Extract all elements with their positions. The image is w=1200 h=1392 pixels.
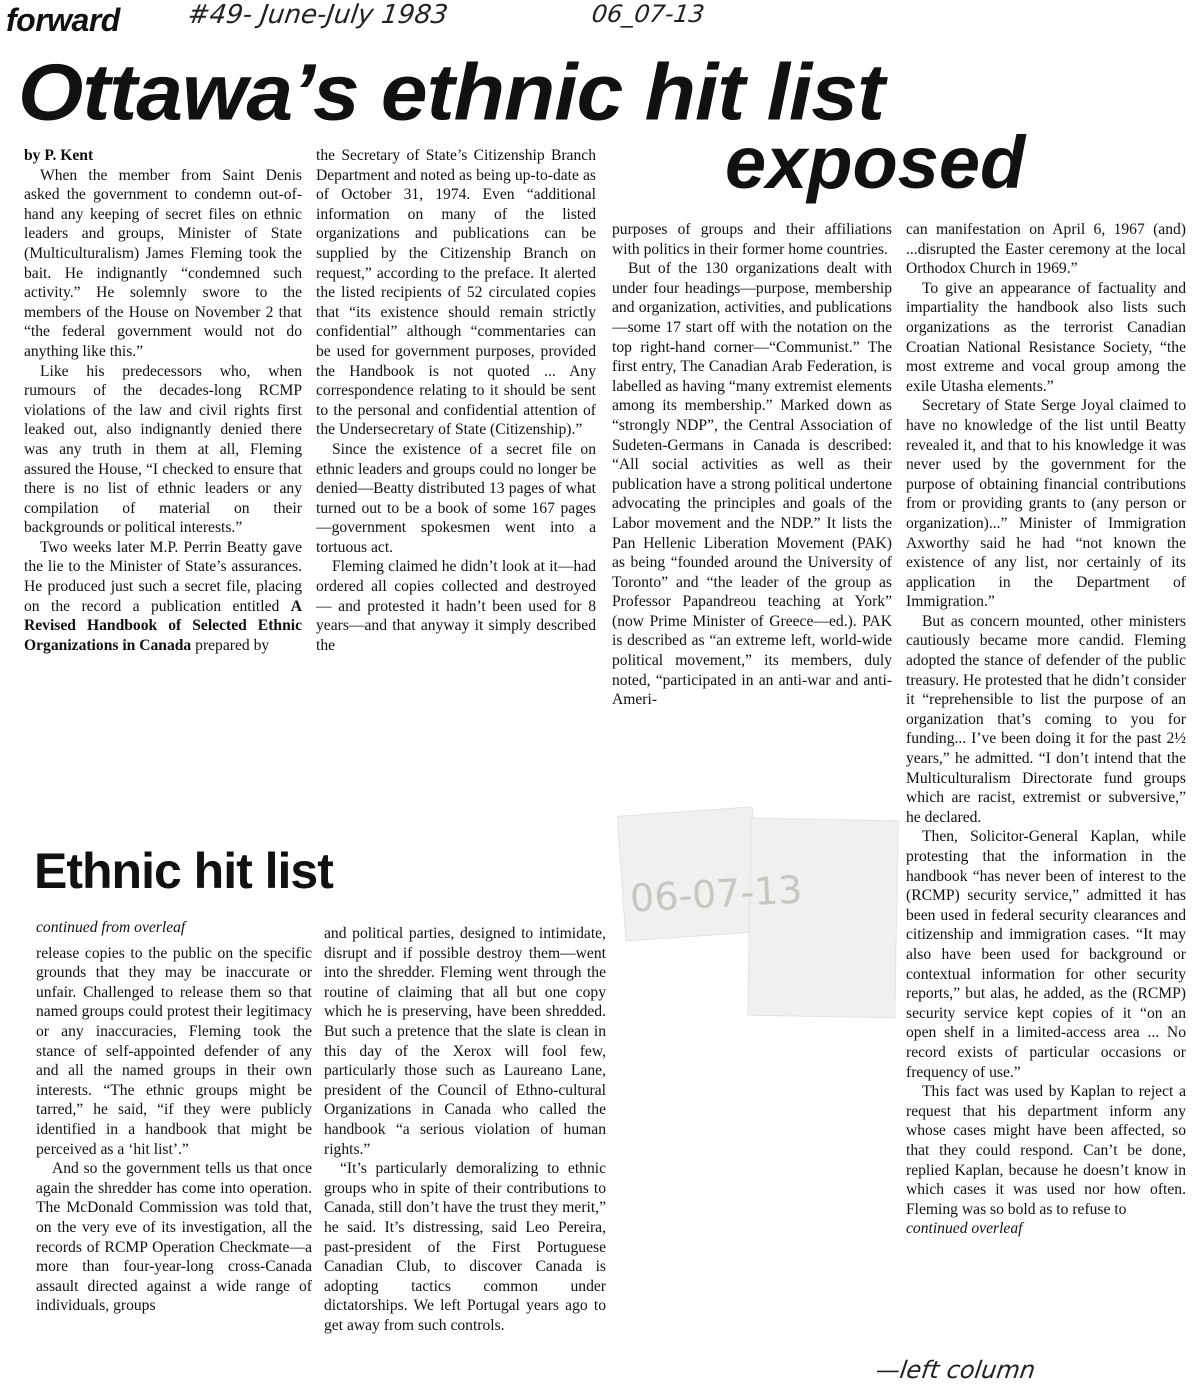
publication-masthead: forward <box>6 2 120 38</box>
paragraph: Like his predecessors who, when rumours of the decades-long RCMP violations of the law and civil rights first leaked out, also indignantly denied there was any truth in them at all, Fleming assured the House, “I checked to ensure that there is no list of ethnic leaders or any compilation of material on their backgrounds or political interests.” <box>24 362 302 537</box>
paragraph: And so the government tells us that once again the shredder has come into operation. The McDonald Commission was told that, on the very eve of its investigation, all the records of RCMP Operation Checkmate—a more than four-year-long cross-Canada assault directed against a wide range of individuals, groups <box>36 1160 312 1315</box>
paragraph: Fleming claimed he didn’t look at it—had ordered all copies collected and destroyed — and protested it hadn’t been used for 8 years—and that anyway it simply described the <box>316 558 596 654</box>
article-column-2 <box>316 146 596 712</box>
continuation-column-1 <box>36 918 312 1366</box>
continued-from-note: continued from overleaf <box>36 919 186 936</box>
paragraph: purposes of groups and their affiliations with politics in their former home countries. <box>612 221 892 258</box>
headline-line-1: Ottawa’s ethnic hit list <box>18 47 884 137</box>
paragraph-text: Two weeks later M.P. Perrin Beatty gave the lie to the Minister of State’s assurances. He produced just such a secret file, placing on the record a publication entitled <box>24 538 302 615</box>
paragraph: “It’s particularly demoralizing to ethnic groups who in spite of their contributions to Canada, still don’t have the trust they merit,” he said. It’s distressing, said Leo Pereira, past-president of the First Portuguese Canadian Club, to discover Canada is adopting tactics common under dictatorships. We left Portugal years ago to get away from such controls. <box>324 1160 606 1334</box>
byline: by P. Kent <box>24 147 94 164</box>
paragraph: To give an appearance of factuality and impartiality the handbook also lists such organizations as the terrorist Canadian Croatian National Resistance Society, “the most extreme and vocal group among the exile Utasha elements.” <box>906 279 1186 395</box>
paragraph <box>24 538 302 656</box>
paragraph: When the member from Saint Denis asked the government to condemn out-of-hand any keeping of secret files on ethnic leaders and groups, Minister of State (Multiculturalism) James Fleming took the bait. He indignantly “condemned such activity.” He solemnly swore to the members of the House on November 2 that “the federal government would not do anything like this.” <box>24 166 302 360</box>
paragraph: Then, Solicitor-General Kaplan, while protesting that the information in the handbook “has never been of interest to the (RCMP) security service,” admitted it has been used in federal security clearances and citizenship and immigration cases. “It may also have been used for background or contextual information for other security reports,” but alas, he added, as the (RCMP) security service kept copies of it “on an open shelf in a limited-access area ... No record exists of particular occasions or frequency of use.” <box>906 828 1186 1081</box>
paragraph: release copies to the public on the specific grounds that they may be inaccurate or unfair. Challenged to release them so that named groups could protest their legitimacy or any inaccuracies, Fleming took the stance of self-appointed defender of any and all the named groups in their own interests. “The ethnic groups might be tarred,” he said, “if they were publicly identified in a handbook that might be perceived as a ‘hit list’.” <box>36 944 312 1158</box>
paragraph: the Secretary of State’s Citizenship Branch Department and noted as being up-to-date as of October 31, 1974. Even “additional information on many of the listed organizations and publications can be supplied by the Citizenship Branch on request,” according to the preface. It alerted the listed recipients of 52 circulated copies that “its existence should remain strictly confidential” although “commentaries can be used for government purposes, provided the Handbook is not quoted ... Any correspondence relating to it should be sent to the personal and confidential attention of the Undersecretary of State (Citizenship).” <box>316 147 596 439</box>
continuation-column-2 <box>324 924 606 1364</box>
paragraph: and political parties, designed to intimidate, disrupt and if possible destroy them—went into the shredder. Fleming went through the routine of claiming that all but one copy which he is preserving, have been shredded. But such a pretence that the slate is clean in this day of the Xerox will fool few, particularly those such as Laureano Lane, president of the Council of Ethno-cultural Organizations in Canada who called the handbook “a serious violation of human rights.” <box>324 925 606 1158</box>
handwritten-footer-note: —left column <box>874 1356 1038 1384</box>
handwritten-date-note: 06_07-13 <box>590 0 707 28</box>
continued-overleaf-note: continued overleaf <box>906 1220 1023 1238</box>
paragraph: Since the existence of a secret file on ethnic leaders and groups could no longer be denied—Beatty distributed 13 pages of what turned out to be a book of some 167 pages—government spokesmen went into a tortuous act. <box>316 440 596 556</box>
right-column <box>906 220 1186 1360</box>
article-column-1 <box>24 146 302 712</box>
sticky-note-text: 06-07-13 <box>628 867 804 921</box>
continuation-headline: Ethnic hit list <box>34 843 333 899</box>
paragraph-text: prepared by <box>195 636 270 654</box>
headline-line-2: exposed <box>725 121 1026 204</box>
handbook-title: A Revised Handbook of Selected Ethnic Organizations in Canada <box>24 597 302 654</box>
paragraph: Secretary of State Serge Joyal claimed to have no knowledge of the list until Beatty revealed it, and that to his knowledge it was never used by the government for the purpose of obtaining financial contributions from or providing grants to (any person or organization)...” Minister of Immigration Axworthy said he had “not known the existence of any list, nor certainly of its application in the Department of Immigration.” <box>906 397 1186 611</box>
article-column-3 <box>612 220 892 792</box>
paragraph: can manifestation on April 6, 1967 (and) ...disrupted the Easter ceremony at the local Orthodox Church in 1969.” <box>906 221 1186 278</box>
sticky-note-right <box>748 819 897 1018</box>
paragraph: This fact was used by Kaplan to reject a request that his department inform any whose cases might have been affected, so that they could respond. Can’t be done, replied Kaplan, because he doesn’t know in which cases it was used nor how often. Fleming was so bold as to refuse to <box>906 1083 1186 1218</box>
handwritten-issue-note: #49- June-July 1983 <box>185 0 450 30</box>
paragraph: But of the 130 organizations dealt with under four headings—purpose, membership and organization, activities, and publications—some 17 start off with the notation on the top right-hand corner—“Communist.” The first entry, The Canadian Arab Federation, is labelled as having “many extremist elements among its membership.” Marked down as “strongly NDP”, the Central Association of Sudeten-Germans in Canada is described: “All social activities as well as their publication have a strong political undertone advocating the principles and goals of the Labor movement and the NDP.” It lists the Pan Hellenic Liberation Movement (PAK) as being “founded around the University of Toronto” and “the leader of the group as Professor Papandreou teaching at York” (now Prime Minister of Greece—ed.). PAK is described as “an extreme left, world-wide political movement,” its members, duly noted, “participated in an anti-war and anti-Ameri- <box>612 260 892 709</box>
paragraph: But as concern mounted, other ministers cautiously became more candid. Fleming adopted the stance of defender of the public treasury. He protested that he didn’t consider it “reprehensible to list the purpose of an organization that’s coming to you for funding... I’ve been doing it for the past 2½ years,” he admitted. “I don’t intend that the Multiculturalism Directorate fund groups which are racist, extremist or subversive,” he declared. <box>906 612 1186 826</box>
